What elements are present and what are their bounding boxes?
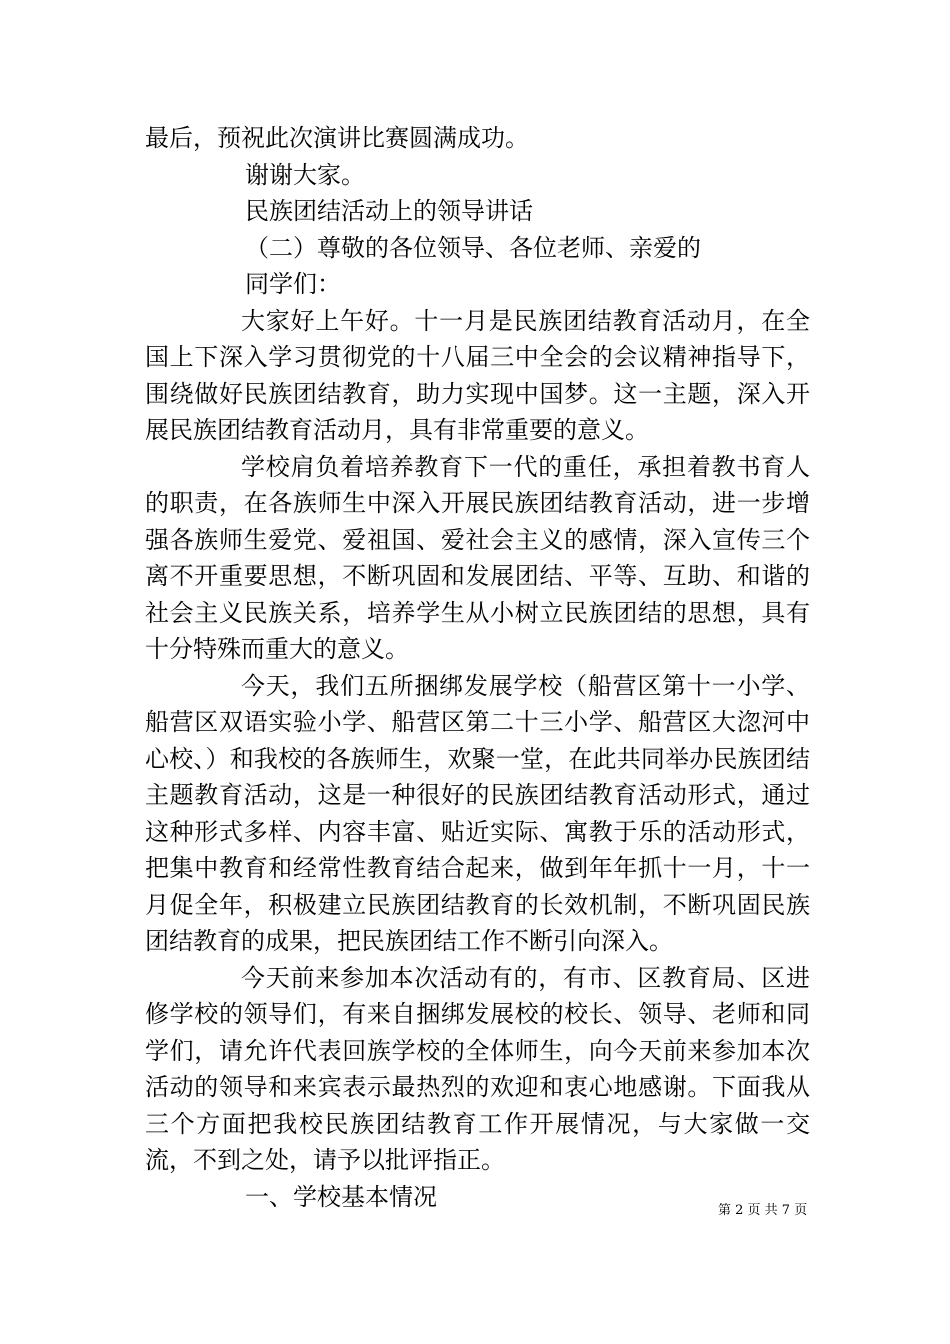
- section-heading: 一、学校基本情况: [245, 1182, 437, 1211]
- salutation-line-2: 同学们：: [245, 270, 341, 298]
- paragraph-school-duty: 学校肩负着培养教育下一代的重任，承担着教书育人的职责，在各族师生中深入开展民族团结教育活动，进一步增强各族师生爱党、爱祖国、爱社会主义的感情，深入宣传三个离不开重要思想，不断巩固和发展团结、平等、互助、和谐的社会主义民族关系，培养学生从小树立民族团结的思想，具有十分特殊而重大的意义。: [145, 452, 810, 663]
- thanks-line: 谢谢大家。: [245, 160, 365, 189]
- speech-title: 民族团结活动上的领导讲话: [245, 197, 533, 225]
- paragraph-welcome: 今天前来参加本次活动有的，有市、区教育局、区进修学校的领导们，有来自捆绑发展校的校长、领导、老师和同学们，请允许代表回族学校的全体师生，向今天前来参加本次活动的领导和来宾表示最热烈的欢迎和衷心地感谢。下面我从三个方面把我校民族团结教育工作开展情况，与大家做一交流，不到之处，请予以批评指正。: [145, 963, 810, 1174]
- paragraph-greeting: 大家好上午好。十一月是民族团结教育活动月，在全国上下深入学习贯彻党的十八届三中全会的会议精神指导下，围绕做好民族团结教育，助力实现中国梦。这一主题，深入开展民族团结教育活动月，具有非常重要的意义。: [145, 306, 810, 444]
- document-body: [145, 120, 810, 1215]
- page-number: 第 2 页 共 7 页: [718, 1203, 808, 1218]
- paragraph-joint-activity: 今天，我们五所捆绑发展学校（船营区第十一小学、船营区双语实验小学、船营区第二十三小学、船营区大淴河中心校、）和我校的各族师生，欢聚一堂，在此共同举办民族团结主题教育活动，这是一种很好的民族团结教育活动形式，通过这种形式多样、内容丰富、贴近实际、寓教于乐的活动形式，把集中教育和经常性教育结合起来，做到年年抓十一月，十一月促全年，积极建立民族团结教育的长效机制，不断巩固民族团结教育的成果，把民族团结工作不断引向深入。: [145, 671, 810, 955]
- closing-line: 最后，预祝此次演讲比赛圆满成功。: [145, 124, 529, 152]
- salutation-line: （二）尊敬的各位领导、各位老师、亲爱的: [245, 233, 701, 262]
